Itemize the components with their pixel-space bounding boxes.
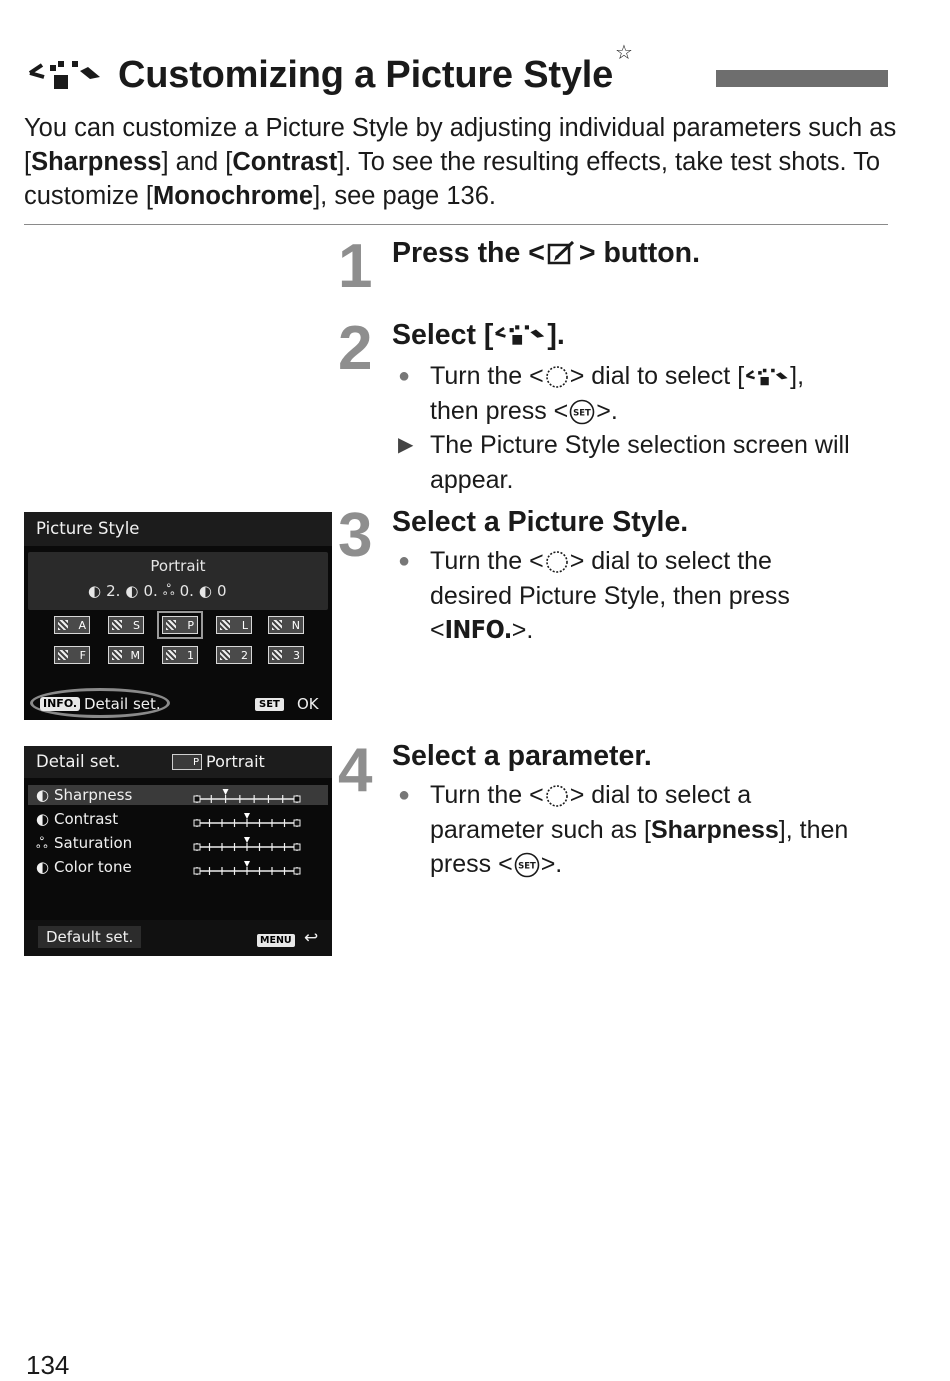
slider-end [294, 820, 300, 826]
style-pattern-icon [166, 620, 176, 630]
parameter-slider[interactable] [192, 787, 302, 807]
style-code: 3 [293, 649, 300, 662]
slider-end [194, 820, 200, 826]
style-pattern-icon [220, 650, 230, 660]
step-bullets [392, 778, 892, 882]
step-number: 4 [338, 736, 373, 805]
list-item: ● Turn the < > dial to select the desired Picture Style, then press <INFO.>. [392, 544, 892, 648]
style-pattern-icon [220, 620, 230, 630]
picture-style-icon [26, 55, 104, 95]
picture-style-icon [744, 365, 790, 389]
set-button-icon [568, 398, 596, 426]
style-option-1[interactable] [162, 646, 198, 664]
advanced-star-icon: ☆ [615, 41, 633, 64]
contrast-icon: ◐ [125, 582, 139, 600]
sharpness-icon: ◐ [88, 582, 102, 600]
edit-picture-style-icon [547, 239, 577, 267]
result-arrow-icon: ▶ [398, 434, 414, 456]
info-button-label: INFO. [444, 615, 512, 644]
slider-end [194, 796, 200, 802]
set-button-icon [513, 851, 541, 879]
bullet-icon: ● [398, 784, 411, 806]
slider-marker [244, 861, 250, 867]
default-set-button[interactable]: Default set. [38, 926, 141, 948]
list-item: ▶ The Picture Style selection screen will appear. [392, 428, 892, 497]
parameter-row-saturation[interactable] [24, 834, 332, 856]
menu-button-badge[interactable]: MENU [257, 934, 295, 947]
style-pattern-icon [112, 620, 122, 630]
list-item: ● Turn the < > dial to select [ ], then press < SET >. [392, 359, 892, 428]
title-text: Customizing a Picture Style☆ [118, 41, 633, 96]
list-item: ● Turn the < > dial to select a parameter such as [Sharpness], then press < SET >. [392, 778, 892, 882]
parameter-label: Sharpness [54, 786, 133, 804]
style-code: A [78, 619, 86, 632]
bullet-icon: ● [398, 550, 411, 572]
style-option-l[interactable] [216, 616, 252, 634]
set-button-badge[interactable]: SET [255, 698, 284, 711]
parameter-slider[interactable] [192, 835, 302, 855]
picture-style-icon [493, 321, 547, 349]
parameter-row-sharpness[interactable] [24, 786, 332, 808]
parameter-icon: ◐ [36, 858, 50, 876]
page-title [26, 41, 633, 102]
style-code: S [133, 619, 140, 632]
parameter-label: Saturation [54, 834, 133, 852]
camera-screen-detail-set [24, 746, 332, 956]
saturation-icon: ஃ [162, 581, 175, 599]
selected-style-name: Portrait [150, 557, 206, 575]
style-option-m[interactable] [108, 646, 144, 664]
style-option-n[interactable] [268, 616, 304, 634]
parameter-row-color-tone[interactable] [24, 858, 332, 880]
slider-end [294, 796, 300, 802]
svg-text:SET: SET [517, 861, 536, 872]
screen-title: Picture Style [36, 519, 140, 538]
style-code: P [187, 619, 194, 632]
camera-screen-picture-style [24, 512, 332, 720]
style-name: Portrait [206, 752, 265, 771]
return-arrow-icon: ↩ [304, 928, 319, 948]
style-option-2[interactable] [216, 646, 252, 664]
style-code: M [130, 649, 140, 662]
main-dial-icon [544, 549, 570, 575]
main-dial-icon [544, 783, 570, 809]
step-heading: Select [ ]. [392, 319, 565, 351]
slider-end [194, 868, 200, 874]
parameter-slider[interactable] [192, 811, 302, 831]
parameter-slider[interactable] [192, 859, 302, 879]
slider-end [194, 844, 200, 850]
style-option-a[interactable] [54, 616, 90, 634]
screen-title: Detail set. [36, 752, 121, 771]
parameter-icon: ◐ [36, 810, 50, 828]
page-number: 134 [26, 1350, 70, 1380]
style-option-3[interactable] [268, 646, 304, 664]
style-code: F [79, 649, 86, 662]
parameter-label: Color tone [54, 858, 132, 876]
style-pattern-icon [58, 620, 68, 630]
step-heading: Select a Picture Style. [392, 506, 689, 538]
step-bullets [392, 544, 892, 648]
style-code: 1 [187, 649, 194, 662]
step-heading: Select a parameter. [392, 740, 652, 772]
style-option-f[interactable] [54, 646, 90, 664]
style-code: 2 [241, 649, 248, 662]
style-code: N [291, 619, 300, 632]
style-code: L [241, 619, 248, 632]
style-pattern-icon [272, 650, 282, 660]
style-option-p[interactable] [162, 616, 198, 634]
ok-label: OK [297, 695, 319, 713]
step-heading: Press the < > button. [392, 237, 700, 269]
detail-set-label[interactable]: Detail set. [84, 695, 161, 713]
divider [24, 224, 888, 225]
parameter-icon: ஃ [36, 834, 48, 852]
intro-paragraph: You can customize a Picture Style by adjusting individual parameters such as [Sharpness] and [Contrast]. To see the resulting effects, take test shots. To customize [Monochrome], see page 136. [24, 114, 897, 210]
color-tone-icon: ◐ [198, 582, 212, 600]
slider-marker [244, 813, 250, 819]
parameter-label: Contrast [54, 810, 119, 828]
step-number: 1 [338, 232, 373, 301]
title-decor-bar [716, 70, 888, 87]
slider-end [294, 868, 300, 874]
step-number: 3 [338, 501, 373, 570]
parameter-row-contrast[interactable] [24, 810, 332, 832]
step-bullets [392, 359, 892, 497]
svg-text:SET: SET [573, 408, 592, 419]
bullet-icon: ● [398, 365, 411, 387]
info-button-badge[interactable]: INFO. [40, 697, 80, 711]
slider-end [294, 844, 300, 850]
slider-marker [244, 837, 250, 843]
main-dial-icon [544, 364, 570, 390]
slider-marker [223, 789, 229, 795]
step-number: 2 [338, 314, 373, 383]
style-grid [24, 610, 332, 672]
parameter-list [24, 784, 332, 884]
style-pattern-icon [166, 650, 176, 660]
parameter-values: ◐ 2. ◐ 0. ஃ 0. ◐ 0 [88, 581, 227, 600]
style-option-s[interactable] [108, 616, 144, 634]
style-code-icon: P [172, 754, 202, 770]
style-pattern-icon [58, 650, 68, 660]
style-pattern-icon [272, 620, 282, 630]
parameter-icon: ◐ [36, 786, 50, 804]
style-pattern-icon [112, 650, 122, 660]
